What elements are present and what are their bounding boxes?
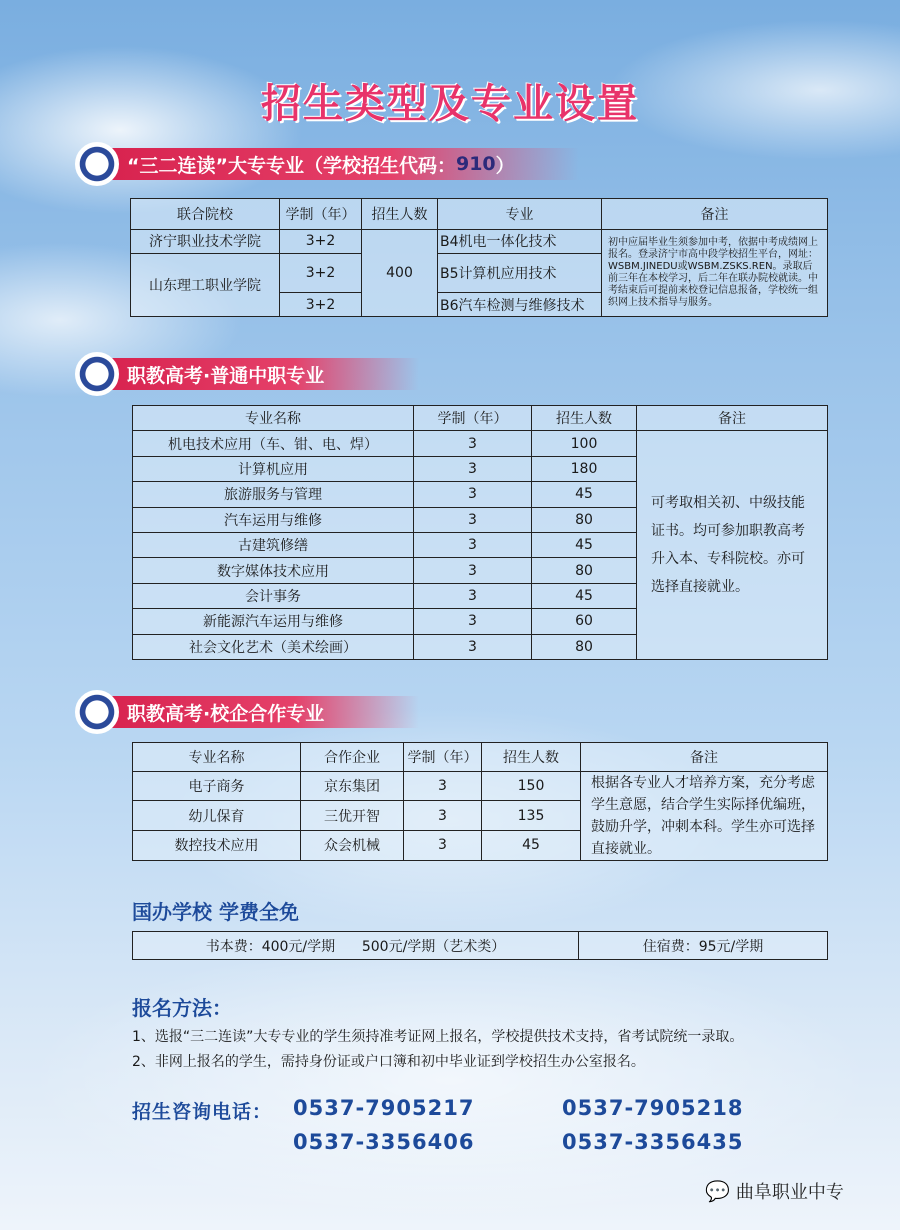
phone-number[interactable]: 0537-3356406 <box>293 1130 475 1154</box>
count: 45 <box>532 532 637 557</box>
major-name: 古建筑修缮 <box>133 532 414 557</box>
th: 学制（年） <box>280 199 362 230</box>
th: 备注 <box>581 743 828 772</box>
dorm-fee: 住宿费：95元/学期 <box>579 932 828 960</box>
table-general-majors <box>132 405 828 660</box>
major-name: 机电技术应用（车、钳、电、焊） <box>133 431 414 456</box>
major-name: 数控技术应用 <box>133 831 301 861</box>
section2-banner <box>75 356 419 392</box>
th: 备注 <box>637 406 828 431</box>
th: 招生人数 <box>482 743 581 772</box>
th: 专业名称 <box>133 406 414 431</box>
major-name: 幼儿保育 <box>133 801 301 831</box>
duration: 3 <box>404 771 482 801</box>
th: 联合院校 <box>131 199 280 230</box>
duration: 3 <box>414 507 532 532</box>
watermark-text: 曲阜职业中专 <box>735 1182 844 1203</box>
major: B6汽车检测与维修技术 <box>438 293 602 317</box>
note: 根据各专业人才培养方案，充分考虑学生意愿，结合学生实际择优编班，鼓励升学，冲刺本科。学生亦可选择直接就业。 <box>581 771 828 860</box>
count: 45 <box>482 831 581 861</box>
fees-table <box>132 931 828 960</box>
duration: 3 <box>414 583 532 608</box>
th: 学制（年） <box>404 743 482 772</box>
school-code: 910 <box>455 153 496 175</box>
th: 合作企业 <box>301 743 404 772</box>
th: 备注 <box>602 199 828 230</box>
school-logo-icon <box>75 690 119 734</box>
major-name: 数字媒体技术应用 <box>133 558 414 583</box>
note: 可考取相关初、中级技能证书。均可参加职教高考升入本、专科院校。亦可选择直接就业。 <box>637 431 828 660</box>
school-logo-icon <box>75 352 119 396</box>
table-row <box>133 431 828 456</box>
phone-label: 招生咨询电话： <box>132 1101 273 1123</box>
apply-step-2: 2、非网上报名的学生，需持身份证或户口簿和初中毕业证到学校招生办公室报名。 <box>132 1054 645 1070</box>
duration: 3 <box>414 431 532 456</box>
count: 100 <box>532 431 637 456</box>
table-coop-majors <box>132 742 828 861</box>
apply-step-1: 1、选报“三二连读”大专专业的学生须持准考证网上报名，学校提供技术支持，省考试院统一录取。 <box>132 1029 744 1045</box>
count: 80 <box>532 634 637 659</box>
count: 80 <box>532 558 637 583</box>
section2-title: 职教高考·普通中职专业 <box>109 358 419 390</box>
major: B5计算机应用技术 <box>438 253 602 293</box>
school: 山东理工职业学院 <box>131 253 280 316</box>
partner-company: 众会机械 <box>301 831 404 861</box>
th: 招生人数 <box>362 199 438 230</box>
section1-title: “三二连读”大专专业（学校招生代码： <box>127 154 456 177</box>
apply-heading: 报名方法： <box>132 996 232 1020</box>
th: 专业名称 <box>133 743 301 772</box>
count: 60 <box>532 609 637 634</box>
th: 招生人数 <box>532 406 637 431</box>
duration: 3+2 <box>280 230 362 254</box>
school: 济宁职业技术学院 <box>131 230 280 254</box>
count: 180 <box>532 456 637 481</box>
partner-company: 三优开智 <box>301 801 404 831</box>
fees-heading: 国办学校 学费全免 <box>132 900 299 924</box>
phone-number[interactable]: 0537-3356435 <box>562 1130 744 1154</box>
duration: 3 <box>404 831 482 861</box>
partner-company: 京东集团 <box>301 771 404 801</box>
count: 150 <box>482 771 581 801</box>
count: 135 <box>482 801 581 831</box>
major-name: 社会文化艺术（美术绘画） <box>133 634 414 659</box>
count: 80 <box>532 507 637 532</box>
duration: 3+2 <box>280 253 362 293</box>
duration: 3 <box>414 634 532 659</box>
book-fee: 书本费：400元/学期 500元/学期（艺术类） <box>133 932 579 960</box>
table-row <box>133 771 828 801</box>
th: 学制（年） <box>414 406 532 431</box>
watermark <box>705 1178 844 1204</box>
school-logo-icon <box>75 142 119 186</box>
count: 45 <box>532 583 637 608</box>
wechat-icon: 💬 <box>705 1179 730 1203</box>
duration: 3 <box>414 609 532 634</box>
th: 专业 <box>438 199 602 230</box>
major-name: 旅游服务与管理 <box>133 482 414 507</box>
section3-banner <box>75 694 419 730</box>
duration: 3+2 <box>280 293 362 317</box>
phone-number[interactable]: 0537-7905218 <box>562 1096 744 1120</box>
duration: 3 <box>414 456 532 481</box>
major: B4机电一体化技术 <box>438 230 602 254</box>
duration: 3 <box>414 558 532 583</box>
count: 400 <box>362 230 438 317</box>
section1-close: ） <box>495 154 515 177</box>
major-name: 新能源汽车运用与维修 <box>133 609 414 634</box>
major-name: 电子商务 <box>133 771 301 801</box>
phone-number[interactable]: 0537-7905217 <box>293 1096 475 1120</box>
page-title: 招生类型及专业设置 <box>261 81 639 127</box>
major-name: 汽车运用与维修 <box>133 507 414 532</box>
table-32-program <box>130 198 828 317</box>
duration: 3 <box>404 801 482 831</box>
major-name: 计算机应用 <box>133 456 414 481</box>
major-name: 会计事务 <box>133 583 414 608</box>
count: 45 <box>532 482 637 507</box>
section3-title: 职教高考·校企合作专业 <box>109 696 419 728</box>
duration: 3 <box>414 532 532 557</box>
note: 初中应届毕业生须参加中考，依据中考成绩网上报名。登录济宁市高中段学校招生平台，网址：WSBM.JINEDU或WSBM.ZSKS.REN。录取后前三年在本校学习，后二年在联办院校就读。中考结束后可提前来校登记信息报备，学校统一组织网上技术指导与服务。 <box>602 230 828 317</box>
section1-banner <box>75 146 579 182</box>
duration: 3 <box>414 482 532 507</box>
